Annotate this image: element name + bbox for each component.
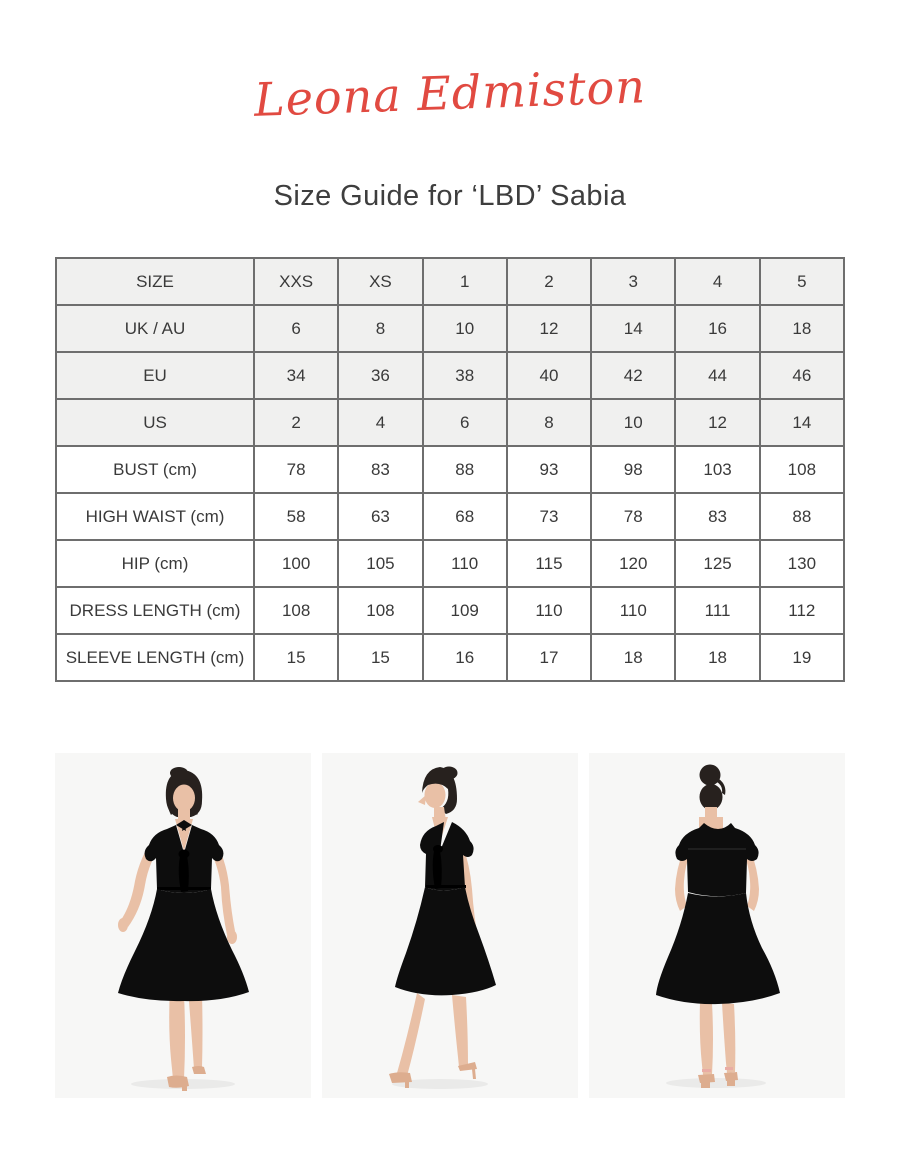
table-row-label: DRESS LENGTH (cm) bbox=[56, 587, 254, 634]
table-cell: 38 bbox=[423, 352, 507, 399]
table-cell: 100 bbox=[254, 540, 338, 587]
table-cell: 2 bbox=[507, 258, 591, 305]
table-row bbox=[56, 493, 844, 540]
table-cell: 109 bbox=[423, 587, 507, 634]
table-cell: 36 bbox=[338, 352, 422, 399]
table-cell: 2 bbox=[254, 399, 338, 446]
table-cell: 18 bbox=[675, 634, 759, 681]
table-cell: 18 bbox=[591, 634, 675, 681]
table-cell: 40 bbox=[507, 352, 591, 399]
table-cell: XXS bbox=[254, 258, 338, 305]
model-front-illustration bbox=[55, 753, 311, 1098]
product-photo-gallery bbox=[55, 753, 845, 1098]
table-cell: 108 bbox=[760, 446, 844, 493]
table-row-label: HIGH WAIST (cm) bbox=[56, 493, 254, 540]
table-cell: 110 bbox=[591, 587, 675, 634]
table-cell: 108 bbox=[254, 587, 338, 634]
table-row-label: SLEEVE LENGTH (cm) bbox=[56, 634, 254, 681]
table-row bbox=[56, 399, 844, 446]
table-row-label: UK / AU bbox=[56, 305, 254, 352]
table-cell: 14 bbox=[760, 399, 844, 446]
table-row-label: BUST (cm) bbox=[56, 446, 254, 493]
table-cell: 110 bbox=[507, 587, 591, 634]
table-cell: 68 bbox=[423, 493, 507, 540]
table-cell: 120 bbox=[591, 540, 675, 587]
table-cell: 63 bbox=[338, 493, 422, 540]
model-photo-side bbox=[322, 753, 578, 1098]
table-cell: 58 bbox=[254, 493, 338, 540]
table-cell: 6 bbox=[254, 305, 338, 352]
table-cell: 44 bbox=[675, 352, 759, 399]
table-row bbox=[56, 305, 844, 352]
table-cell: 112 bbox=[760, 587, 844, 634]
page-title: Size Guide for ‘LBD’ Sabia bbox=[273, 180, 627, 212]
table-cell: 15 bbox=[338, 634, 422, 681]
table-cell: 4 bbox=[338, 399, 422, 446]
table-cell: 46 bbox=[760, 352, 844, 399]
table-cell: 110 bbox=[423, 540, 507, 587]
table-cell: 108 bbox=[338, 587, 422, 634]
table-cell: 111 bbox=[675, 587, 759, 634]
table-row bbox=[56, 634, 844, 681]
table-cell: 115 bbox=[507, 540, 591, 587]
table-cell: 14 bbox=[591, 305, 675, 352]
table-row-label: HIP (cm) bbox=[56, 540, 254, 587]
size-guide-table bbox=[55, 257, 845, 682]
table-row bbox=[56, 352, 844, 399]
table-cell: 88 bbox=[423, 446, 507, 493]
table-row bbox=[56, 540, 844, 587]
table-cell: 19 bbox=[760, 634, 844, 681]
table-cell: 4 bbox=[675, 258, 759, 305]
table-row-label: US bbox=[56, 399, 254, 446]
table-cell: 10 bbox=[591, 399, 675, 446]
table-cell: 16 bbox=[423, 634, 507, 681]
table-cell: 93 bbox=[507, 446, 591, 493]
table-row bbox=[56, 446, 844, 493]
table-cell: 42 bbox=[591, 352, 675, 399]
table-cell: 1 bbox=[423, 258, 507, 305]
table-cell: 130 bbox=[760, 540, 844, 587]
table-cell: 125 bbox=[675, 540, 759, 587]
table-cell: 10 bbox=[423, 305, 507, 352]
table-cell: 98 bbox=[591, 446, 675, 493]
table-cell: 5 bbox=[760, 258, 844, 305]
table-cell: 8 bbox=[507, 399, 591, 446]
model-back-illustration bbox=[589, 753, 845, 1098]
table-cell: 12 bbox=[675, 399, 759, 446]
table-row bbox=[56, 587, 844, 634]
table-cell: 17 bbox=[507, 634, 591, 681]
brand-logo bbox=[0, 59, 900, 127]
table-cell: 78 bbox=[254, 446, 338, 493]
model-photo-front bbox=[55, 753, 311, 1098]
table-cell: 18 bbox=[760, 305, 844, 352]
table-cell: 73 bbox=[507, 493, 591, 540]
table-cell: 12 bbox=[507, 305, 591, 352]
table-cell: 88 bbox=[760, 493, 844, 540]
table-row-label: SIZE bbox=[56, 258, 254, 305]
table-row-label: EU bbox=[56, 352, 254, 399]
table-cell: 3 bbox=[591, 258, 675, 305]
table-cell: 15 bbox=[254, 634, 338, 681]
table-cell: 83 bbox=[675, 493, 759, 540]
table-cell: 83 bbox=[338, 446, 422, 493]
table-cell: 34 bbox=[254, 352, 338, 399]
table-cell: 103 bbox=[675, 446, 759, 493]
table-cell: XS bbox=[338, 258, 422, 305]
table-cell: 6 bbox=[423, 399, 507, 446]
brand-logo-text: Leona Edmiston bbox=[253, 59, 647, 127]
table-cell: 105 bbox=[338, 540, 422, 587]
model-photo-back bbox=[589, 753, 845, 1098]
table-row bbox=[56, 258, 844, 305]
model-side-illustration bbox=[322, 753, 578, 1098]
table-cell: 8 bbox=[338, 305, 422, 352]
table-cell: 16 bbox=[675, 305, 759, 352]
table-cell: 78 bbox=[591, 493, 675, 540]
